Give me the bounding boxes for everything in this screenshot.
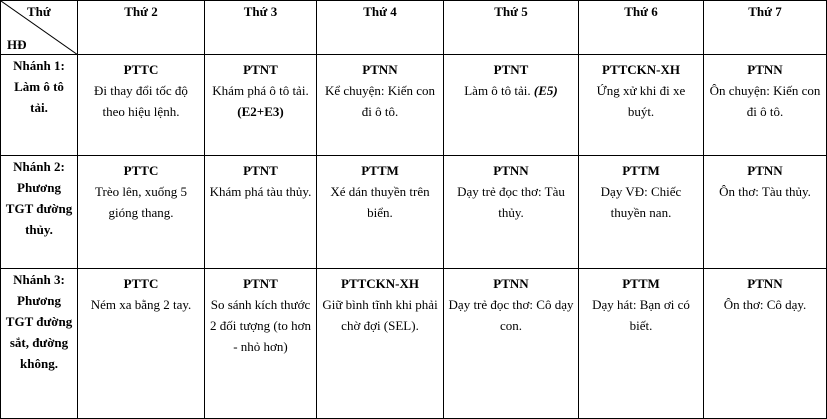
subject-code: PTTCKN-XH [602,62,680,77]
activity-text: Khám phá ô tô tải. (E2+E3) [212,83,309,119]
activity-text: Dạy hát: Bạn ơi có biết. [592,297,690,333]
activity-text: Ôn thơ: Cô dạy. [723,297,807,312]
subject-code: PTNT [243,62,278,77]
corner-activity-label: HĐ [7,37,27,52]
corner-day-label: Thứ [27,4,51,19]
activity-text: Xé dán thuyền trên biển. [330,184,430,220]
schedule-cell [704,269,827,419]
activity-emphasis: (E2+E3) [237,104,284,119]
activity-text: Dạy trẻ đọc thơ: Tàu thủy. [457,184,565,220]
subject-code: PTNN [747,276,783,291]
subject-code: PTTM [622,276,660,291]
activity-text: So sánh kích thước 2 đối tượng (to hơn - nhỏ hơn) [210,297,311,354]
corner-cell [1,1,78,55]
activity-text: Kể chuyện: Kiến con đi ô tô. [324,83,436,119]
table-row [1,156,827,269]
subject-code: PTTC [123,62,159,77]
schedule-cell [317,55,444,156]
schedule-cell [205,156,317,269]
activity-text: Làm ô tô tải. (E5) [464,83,558,98]
day-header: Thứ 7 [704,1,827,55]
day-header: Thứ 6 [579,1,704,55]
day-header: Thứ 2 [78,1,205,55]
activity-text: Giữ bình tĩnh khi phải chờ đợi (SEL). [322,297,438,333]
activity-text: Ôn chuyện: Kiến con đi ô tô. [709,83,821,119]
day-header: Thứ 3 [205,1,317,55]
schedule-cell [444,156,579,269]
activity-emphasis: (E5) [533,83,558,98]
schedule-cell [579,156,704,269]
activity-text: Đi thay đổi tốc độ theo hiệu lệnh. [94,83,188,119]
activity-text: Dạy trẻ đọc thơ: Cô dạy con. [448,297,574,333]
subject-code: PTTM [361,163,399,178]
subject-code: PTNN [493,276,529,291]
schedule-cell [78,269,205,419]
schedule-cell [205,269,317,419]
schedule-cell [317,269,444,419]
subject-code: PTNT [243,276,278,291]
activity-text: Ôn thơ: Tàu thủy. [719,184,811,199]
schedule-cell [704,55,827,156]
subject-code: PTNN [362,62,398,77]
day-header: Thứ 4 [317,1,444,55]
activity-text: Dạy VĐ: Chiếc thuyền nan. [600,184,682,220]
schedule-cell [579,269,704,419]
subject-code: PTNT [493,62,529,77]
subject-code: PTNN [747,62,783,77]
subject-code: PTNT [243,163,278,178]
schedule-cell [78,55,205,156]
subject-code: PTTC [123,163,159,178]
table-row [1,55,827,156]
branch-label: Nhánh 3: Phương TGT đường sắt, đường không. [1,269,78,419]
schedule-cell [205,55,317,156]
header-row [1,1,827,55]
schedule-cell [444,55,579,156]
branch-label: Nhánh 1: Làm ô tô tải. [1,55,78,156]
schedule-cell [444,269,579,419]
day-header: Thứ 5 [444,1,579,55]
schedule-cell [579,55,704,156]
activity-text: Ném xa bằng 2 tay. [90,297,192,312]
schedule-cell [704,156,827,269]
subject-code: PTNN [493,163,529,178]
branch-label: Nhánh 2: Phương TGT đường thủy. [1,156,78,269]
schedule-cell [78,156,205,269]
subject-code: PTNN [747,163,783,178]
subject-code: PTTM [622,163,660,178]
subject-code: PTTC [123,276,159,291]
activity-text: Khám phá tàu thủy. [209,184,312,199]
table-row [1,269,827,419]
schedule-cell [317,156,444,269]
activity-text: Trèo lên, xuống 5 gióng thang. [95,184,187,220]
activity-text: Ứng xử khi đi xe buýt. [596,83,686,119]
subject-code: PTTCKN-XH [341,276,419,291]
